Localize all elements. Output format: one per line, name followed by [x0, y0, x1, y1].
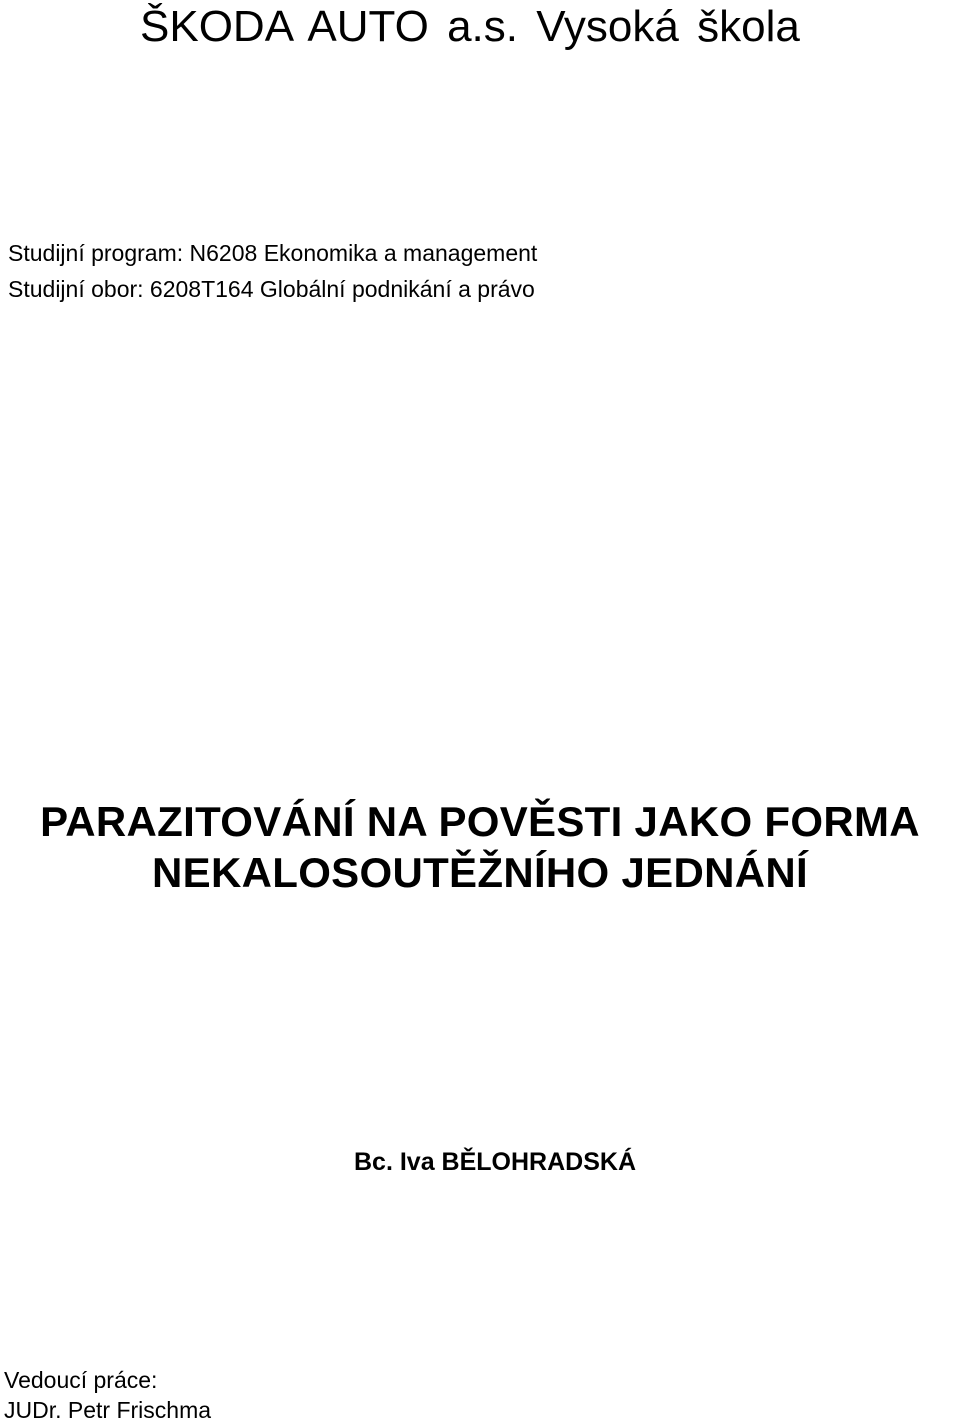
study-program: Studijní program: N6208 Ekonomika a management — [8, 240, 538, 266]
supervisor-label: Vedoucí práce: — [4, 1367, 158, 1393]
thesis-title-line-2: NEKALOSOUTĚŽNÍHO JEDNÁNÍ — [152, 849, 808, 896]
thesis-title-line-1: PARAZITOVÁNÍ NA POVĚSTI JAKO FORMA — [40, 798, 920, 845]
institution-name: ŠKODA AUTO a.s. Vysoká škola — [140, 2, 800, 51]
study-field: Studijní obor: 6208T164 Globální podnikání a právo — [8, 276, 535, 302]
supervisor-name: JUDr. Petr Frischma — [4, 1397, 212, 1423]
author-name: Bc. Iva BĚLOHRADSKÁ — [354, 1148, 636, 1176]
